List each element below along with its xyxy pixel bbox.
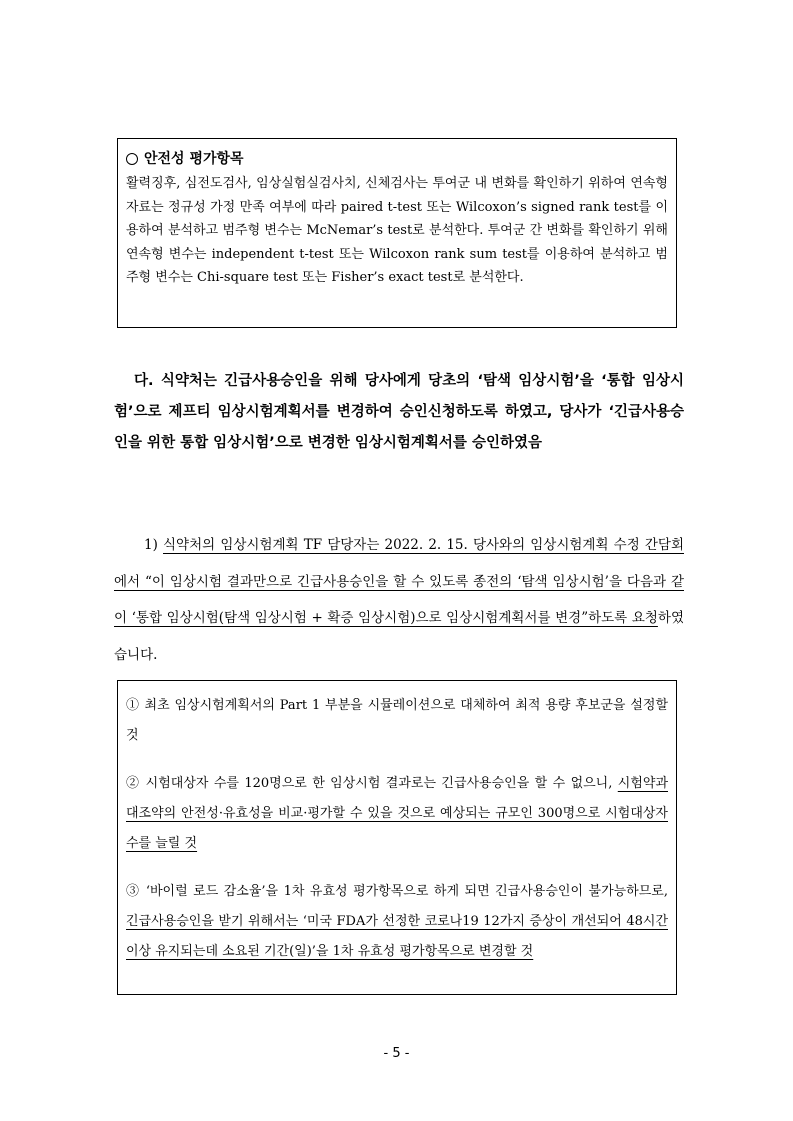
request-item-2	[126, 769, 668, 859]
page-number: - 5 -	[383, 1046, 410, 1061]
paragraph-1	[114, 527, 684, 673]
paragraph-tail: 하였습니다.	[114, 610, 684, 663]
safety-body-text: 활력징후, 심전도검사, 임상실험실검사치, 신체검사는 투여군 내 변화를 확인하기 위하여 연속형 자료는 정규성 가정 만족 여부에 따라 paired t-test 또는 Wilcoxon’s signed rank test를 이용하여 분석하고 범주형 변수는 McNemar’s test로 분석한다. 투여군 간 변화를 확인하기 위해 연속형 변수는 independent t-test 또는 Wilcoxon rank sum test를 이용하여 분석하고 범주형 변수는 Chi-square test 또는 Fisher’s exact test로 분석한다.	[126, 176, 668, 285]
request-item-2-text: ② 시험대상자 수를 120명으로 한 임상시험 결과로는 긴급사용승인을 할 수 없으니,	[126, 776, 618, 791]
request-item-2-underlined: 시험약과 대조약의 안전성·유효성을 비교·평가할 수 있을 것으로 예상되는 규모인 300명으로 시험대상자 수를 늘릴 것	[126, 776, 668, 851]
safety-evaluation-box	[117, 138, 677, 328]
request-item-3-underlined: 긴급사용승인을 받기 위해서는 ‘미국 FDA가 선정한 코로나19 12가지 증상이 개선되어 48시간 이상 유지되는데 소요된 기간(일)’을 1차 유효성 평가항목으로 변경할 것	[126, 914, 668, 959]
circle-bullet-icon	[126, 153, 138, 165]
section-title-text: 다. 식약처는 긴급사용승인을 위해 당사에게 당초의 ‘탐색 임상시험’을 ‘통합 임상시험’으로 제프티 임상시험계획서를 변경하여 승인신청하도록 하였고, 당사가 ‘긴급사용승인을 위한 통합 임상시험’으로 변경한 임상시험계획서를 승인하였음	[114, 373, 684, 451]
request-item-3	[126, 877, 668, 967]
requests-box	[117, 680, 677, 995]
safety-heading-text: 안전성 평가항목	[144, 151, 244, 167]
section-title	[114, 366, 684, 459]
paragraph-underlined-text: 식약처의 임상시험계획 TF 담당자는 2022. 2. 15. 당사와의 임상시험계획 수정 간담회에서 “이 임상시험 결과만으로 긴급사용승인을 할 수 있도록 종전의 ‘탐색 임상시험’을 다음과 같이 ‘통합 임상시험(탐색 임상시험 + 확증 임상시험)으로 임상시험계획서를 변경”하도록 요청	[114, 537, 684, 626]
paragraph-number: 1)	[144, 537, 158, 553]
request-item-1: ① 최초 임상시험계획서의 Part 1 부분을 시뮬레이션으로 대체하여 최적 용량 후보군을 설정할 것	[126, 698, 668, 743]
safety-heading	[126, 149, 668, 169]
request-item-3-text: ③ ‘바이럴 로드 감소율’을 1차 유효성 평가항목으로 하게 되면 긴급사용승인이 불가능하므로,	[126, 884, 668, 899]
